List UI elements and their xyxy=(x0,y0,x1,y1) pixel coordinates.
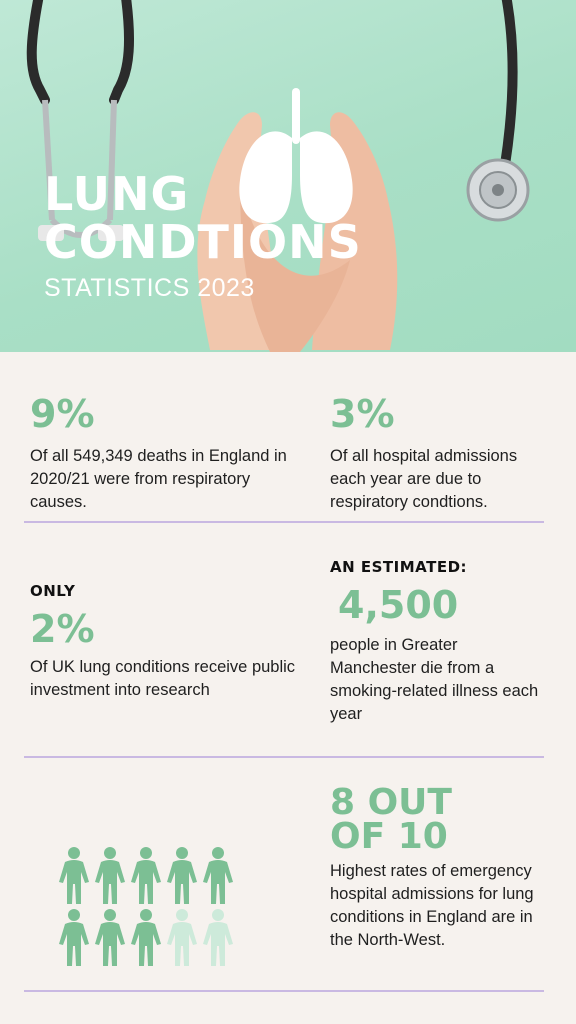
person-icon xyxy=(131,847,161,904)
stat-admissions-value: 3% xyxy=(330,392,395,436)
stat-deaths-description: Of all 549,349 deaths in England in 2020/21 were from respiratory causes. xyxy=(30,447,287,511)
hero-title-line2: CONDTIONS xyxy=(44,215,362,269)
stat-investment-description: Of UK lung conditions receive public investment into research xyxy=(30,658,296,699)
divider xyxy=(24,521,544,523)
stat-smoking-description: people in Greater Manchester die from a smoking-related illness each year xyxy=(330,636,539,723)
stat-smoking-value: 4,500 xyxy=(338,583,459,627)
hero-subtitle: STATISTICS 2023 xyxy=(44,274,255,302)
divider xyxy=(24,990,544,992)
people-pictogram-svg xyxy=(56,840,246,970)
hero-title xyxy=(44,167,362,269)
person-icon xyxy=(59,847,89,904)
stat-smoking xyxy=(330,558,545,726)
person-icon xyxy=(59,909,89,966)
stat-investment xyxy=(30,582,315,702)
stat-smoking-kicker: AN ESTIMATED: xyxy=(330,558,468,576)
person-icon xyxy=(95,909,125,966)
stat-northwest-value-line2: OF 10 xyxy=(330,816,448,857)
stat-investment-kicker: ONLY xyxy=(30,582,76,600)
hero-title-line1: LUNG xyxy=(44,167,190,221)
stat-investment-value: 2% xyxy=(30,607,95,651)
stat-deaths-value: 9% xyxy=(30,392,95,436)
person-icon xyxy=(203,847,233,904)
person-icon xyxy=(203,909,233,966)
stat-northwest-value-line1: 8 OUT xyxy=(330,782,452,823)
stat-admissions xyxy=(330,392,545,514)
person-icon xyxy=(95,847,125,904)
hero-banner xyxy=(0,0,576,352)
divider xyxy=(24,756,544,758)
people-pictogram xyxy=(56,840,246,975)
stat-deaths xyxy=(30,392,305,514)
person-icon xyxy=(167,847,197,904)
stat-northwest-description: Highest rates of emergency hospital admissions for lung conditions in England are in the North-West. xyxy=(330,862,534,949)
person-icon xyxy=(131,909,161,966)
stat-northwest xyxy=(330,782,550,952)
stat-admissions-description: Of all hospital admissions each year are due to respiratory condtions. xyxy=(330,447,518,511)
person-icon xyxy=(167,909,197,966)
